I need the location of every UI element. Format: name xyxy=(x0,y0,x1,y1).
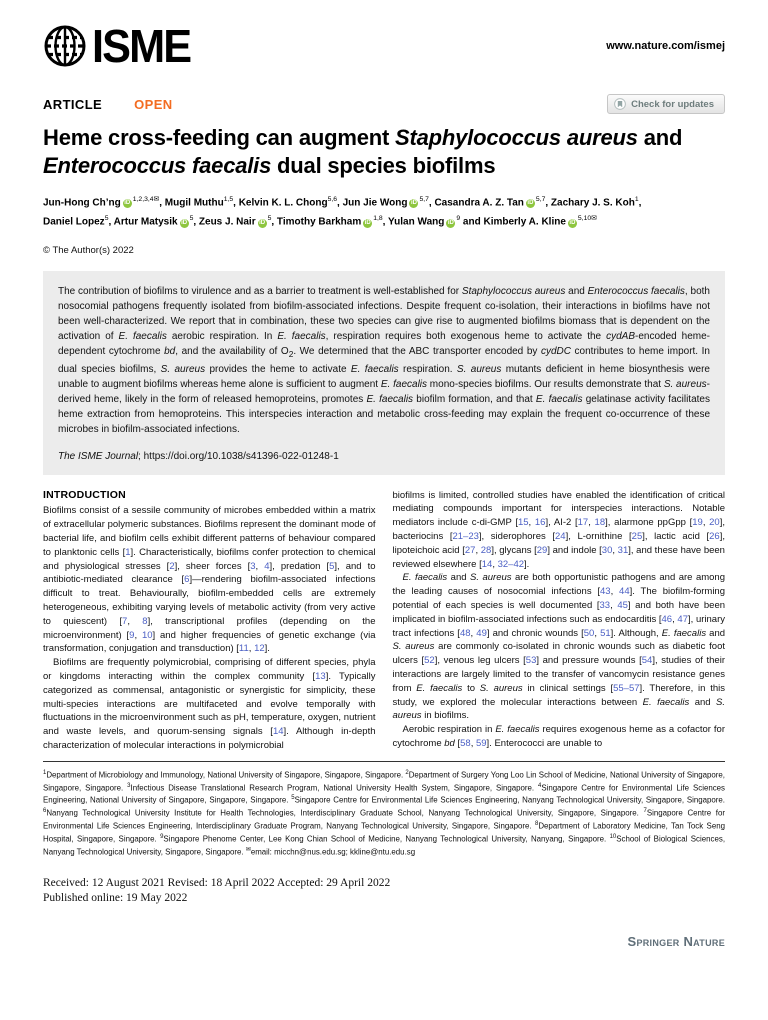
affiliations-footnote: $^1$Department of Microbiology and Immunology, National University of Singapore, Singapore, Singapore. $^2$Department of Surgery Yong Loo Lin School of Medicine, National University of Singapore, Singapore, Singapore. $^3$Infectious Disease Translational Research Program, National University Health System, Singapore, Singapore. $^4$Singapore Centre for Environmental Life Sciences Engineering, National University of Singapore, Singapore, Singapore. $^5$Singapore Centre for Environmental Life Sciences Engineering, Nanyang Technological University, Singapore, Singapore. $^6$Nanyang Technological University Institute for Health Technologies, Interdisciplinary Graduate School, Nanyang Technological University, Singapore, Singapore. $^7$Singapore Centre for Environmental Life Sciences Engineering, Interdisciplinary Graduate Program, Nanyang Technological University, Singapore, Singapore. $^8$Department of Laboratory Medicine, Tan Tock Seng Hospital, Singapore, Singapore. $^9$Singapore Phenome Center, Lee Kong Chian School of Medicine, Nanyang Technological University, Nanyang, Singapore. $^{10}$School of Biological Sciences, Nanyang Technological University, Singapore, Singapore. ✉email: micchn@nus.edu.sg; kkline@ntu.edu.sg xyxy=(43,761,725,858)
doi-line[interactable]: The ISME Journal; https://doi.org/10.1038/s41396-022-01248-1 xyxy=(58,450,339,462)
open-access-label: OPEN xyxy=(134,96,173,112)
orcid-icon[interactable]: iD xyxy=(259,219,266,226)
springer-nature-logo: Springer Nature xyxy=(627,933,725,949)
orcid-icon[interactable]: iD xyxy=(364,219,371,226)
journal-logo xyxy=(43,20,196,72)
orcid-icon[interactable]: iD xyxy=(447,219,454,226)
copyright-line: © The Author(s) 2022 xyxy=(43,244,134,256)
journal-url[interactable]: www.nature.com/ismej xyxy=(606,40,725,52)
intro-paragraph: Aerobic respiration in E. faecalis requires exogenous heme as a cofactor for cytochrome bd [58, 59]. Enterococci are unable to xyxy=(392,724,725,749)
kicker-row xyxy=(43,94,725,114)
orcid-icon[interactable]: iD xyxy=(124,200,131,207)
intro-paragraph: E. faecalis and S. aureus are both opportunistic pathogens and are among the leading causes of nosocomial infections [43, 44]. The biofilm-forming potential of each species is well documented [33, 45] and both have been implicated in biofilm-associated infections such as endocarditis [46, 47], urinary tract infections [48, 49] and chronic wounds [50, 51]. Although, E. faecalis and S. aureus are commonly co-isolated in chronic wounds such as diabetic foot ulcers [52], venous leg ulcers [53] and pressure wounds [54], studies of their interactions are largely limited to the transfer of vancomycin resistance genes from E. faecalis to S. aureus in clinical settings [55–57]. Therefore, in this study, we explored the molecular interactions between E. faecalis and S. aureus in biofilms. xyxy=(392,572,726,722)
article-title: Heme cross-feeding can augment Staphylococcus aureus and Enterococcus faecalis dual species biofilms xyxy=(43,125,683,178)
intro-paragraph: Biofilms consist of a sessile community of microbes embedded within a matrix of extracellular polymeric substances. Biofilms represent the dominant mode of bacterial life, and biofilm cells exhibit different patterns of behaviour compared to planktonic cells [1]. Characteristically, biofilms confer protection to chemical and physiological stresses [2], sheer forces [3, 4], predation [5], and to antibiotic-mediated clearance [6]—rendering biofilm-associated infections difficult to treat. Behaviourally, biofilm-embedded cells are extremely heterogeneous, exhibiting varying levels of metabolic activity (from very active to quiescent) [7, 8], transcriptional profiles (depending on the microenvironment) [9, 10] and higher frequencies of genetic exchange (via transformation, conjugation and transduction) [11, 12]. xyxy=(43,505,376,655)
crossmark-icon xyxy=(614,98,626,110)
published-line: Published online: 19 May 2022 xyxy=(43,891,188,904)
article-type-label: ARTICLE xyxy=(43,96,103,112)
orcid-icon[interactable]: iD xyxy=(527,200,534,207)
article-body xyxy=(43,489,725,753)
article-dates xyxy=(43,876,725,906)
orcid-icon[interactable]: iD xyxy=(569,219,576,226)
journal-logo-text: ISME xyxy=(92,20,191,72)
check-for-updates-button[interactable] xyxy=(607,94,725,114)
intro-paragraph: Biofilms are frequently polymicrobial, comprising of different species, phyla or kingdoms interacting within the complex community [13]. Typically categorized as commensal, antagonistic or synergistic for simplicity, these multi-species interactions are multifaceted and evolve temporally with fluctuations in the microenvironment such as pH, temperature, oxygen, nutrient and waste levels, and quorum-sensing signals [14]. Although in-depth characterization of molecular interactions in polymicrobial xyxy=(43,657,376,751)
publisher-footer xyxy=(43,934,725,949)
received-line: Received: 12 August 2021 Revised: 18 April 2022 Accepted: 29 April 2022 xyxy=(43,876,391,889)
author-list: Jun-Hong Ch’ng $iD^{1,2,3,4✉}$, Mugil Muthu$^{1,5}$, Kelvin K. L. Chong$^{5,6}$, Jun Jie Wong iD$^{5,7}$, Casandra A. Z. Tan iD$^{5,7}$, Zachary J. S. Koh$^1$, Daniel Lopez$^5$, Artur Matysik $iD^5$, Zeus J. Nair $iD^5$, Timothy Barkham iD$^{1,8}$, Yulan Wang $iD^9$ and Kimberly A. Kline $iD^{5,10✉}$ xyxy=(43,196,642,228)
right-column xyxy=(393,489,726,753)
orcid-icon[interactable]: iD xyxy=(410,200,417,207)
introduction-heading: INTRODUCTION xyxy=(43,488,126,501)
journal-masthead xyxy=(43,20,725,72)
intro-paragraph: biofilms is limited, controlled studies have enabled the identification of critical mediating compounds important for interspecies interactions. Notable mediators include c-di-GMP [15, 16], AI-2 [17, 18], alarmone ppGpp [19, 20], bacteriocins [21–23], siderophores [24], L-ornithine [25], lactic acid [26], lipoteichoic acid [27, 28], glycans [29] and indole [30, 31], and these have been reviewed elsewhere [14, 32–42]. xyxy=(392,489,725,570)
orcid-icon[interactable]: iD xyxy=(181,219,188,226)
check-for-updates-label: Check for updates xyxy=(631,98,714,110)
left-column xyxy=(43,489,376,753)
abstract-text: The contribution of biofilms to virulence and as a barrier to treatment is well-established for Staphylococcus aureus and Enterococcus faecalis, both nosocomial pathogens frequently isolated from biofilm-associated infections. Despite frequent co-isolation, their interactions in biofilms have not been well-characterized. We report that in combination, these two species can give rise to augmented biofilms biomass that is dependent on the activation of E. faecalis aerobic respiration. In E. faecalis, respiration requires both exogenous heme to activate the cydAB-encoded heme-dependent cytochrome bd, and the availability of $O_2$. We determined that the ABC transporter encoded by cydDC contributes to heme import. In dual species biofilms, S. aureus provides the heme to activate E. faecalis respiration. S. aureus mutants deficient in heme biosynthesis were unable to augment biofilms whereas heme alone is sufficient to augment E. faecalis mono-species biofilms. Our results demonstrate that S. aureus-derived heme, likely in the form of released hemoproteins, promotes E. faecalis biofilm formation, and that E. faecalis gelatinase activity facilitates heme extraction from hemoproteins. This interspecies interaction and metabolic cross-feeding may explain the frequent co-occurrence of these microbes in biofilm-associated infections. xyxy=(58,285,711,435)
abstract-box xyxy=(43,271,725,475)
globe-icon xyxy=(43,24,87,68)
